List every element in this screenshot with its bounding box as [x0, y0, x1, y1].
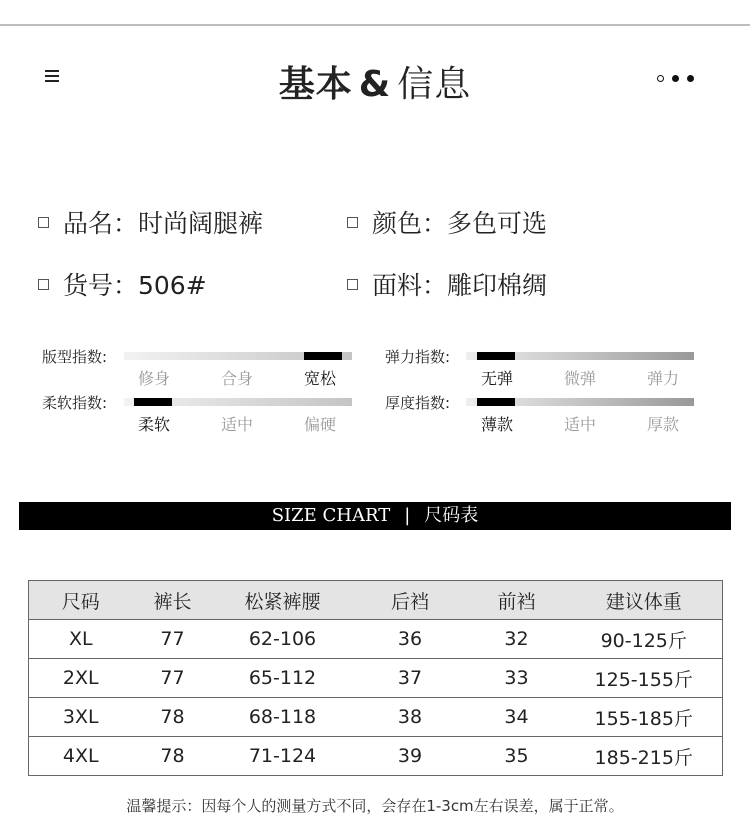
index-label-elasticity: 弹力指数:	[385, 348, 451, 366]
table-cell: 78	[133, 737, 213, 776]
info-text: 品名：时尚阔腿裤	[63, 209, 264, 238]
index-option-selected: 薄款	[481, 415, 514, 434]
index-label-version: 版型指数:	[42, 348, 108, 366]
table-cell: 155-185斤	[566, 698, 723, 737]
table-cell: 90-125斤	[566, 620, 723, 659]
index-option: 合身	[221, 369, 254, 388]
index-label-thickness: 厚度指数:	[385, 394, 451, 412]
index-option-selected: 无弹	[481, 369, 514, 388]
header-cell: 裤长	[133, 581, 213, 620]
dot-hollow	[657, 75, 664, 82]
checkbox-square-icon	[347, 217, 358, 228]
table-cell: 185-215斤	[566, 737, 723, 776]
info-product-name	[38, 204, 263, 240]
index-option: 偏硬	[304, 415, 337, 434]
info-text: 货号：506#	[63, 271, 207, 300]
banner-title-zh: 尺码表	[424, 505, 479, 526]
table-row	[29, 737, 723, 776]
table-cell: 36	[353, 620, 468, 659]
table-cell: 38	[353, 698, 468, 737]
dot-filled	[672, 75, 679, 82]
dot-filled	[687, 75, 694, 82]
index-marker-thickness	[477, 398, 515, 406]
table-cell: 78	[133, 698, 213, 737]
index-option: 微弹	[564, 369, 597, 388]
index-option: 弹力	[647, 369, 680, 388]
table-cell: 32	[468, 620, 566, 659]
index-option: 修身	[138, 369, 171, 388]
title-part-3: 信息	[397, 64, 472, 105]
info-text: 颜色：多色可选	[372, 209, 548, 238]
table-cell: 65-112	[213, 659, 353, 698]
header-cell: 建议体重	[566, 581, 723, 620]
info-text: 面料：雕印棉绸	[372, 271, 548, 300]
banner-separator: |	[404, 505, 411, 526]
header-cell: 尺码	[29, 581, 133, 620]
checkbox-square-icon	[347, 279, 358, 290]
title-part-1: 基本	[278, 64, 353, 105]
index-option: 适中	[564, 415, 597, 434]
checkbox-square-icon	[38, 279, 49, 290]
checkbox-square-icon	[38, 217, 49, 228]
table-row	[29, 620, 723, 659]
top-divider	[0, 24, 750, 26]
header-cell: 后裆	[353, 581, 468, 620]
index-marker-elasticity	[477, 352, 515, 360]
size-table	[28, 580, 723, 776]
table-row	[29, 659, 723, 698]
table-cell: 39	[353, 737, 468, 776]
index-label-softness: 柔软指数:	[42, 394, 108, 412]
table-cell: 33	[468, 659, 566, 698]
measurement-note: 温馨提示：因每个人的测量方式不同，会存在1-3cm左右误差，属于正常。	[126, 797, 624, 815]
banner-title-en: SIZE CHART	[271, 505, 391, 526]
info-item-number	[38, 266, 207, 302]
index-option-selected: 宽松	[304, 369, 337, 388]
table-cell: 2XL	[29, 659, 133, 698]
index-option: 厚款	[647, 415, 680, 434]
table-row	[29, 698, 723, 737]
table-cell: 125-155斤	[566, 659, 723, 698]
index-marker-version	[304, 352, 342, 360]
info-fabric	[347, 266, 547, 302]
table-cell: 62-106	[213, 620, 353, 659]
table-header-row	[29, 581, 723, 620]
size-chart-banner	[19, 502, 731, 530]
table-cell: 77	[133, 620, 213, 659]
page-title	[0, 56, 750, 107]
table-cell: 3XL	[29, 698, 133, 737]
more-dots-icon[interactable]	[657, 75, 694, 82]
table-cell: 68-118	[213, 698, 353, 737]
table-cell: XL	[29, 620, 133, 659]
header-cell: 松紧裤腰	[213, 581, 353, 620]
table-cell: 37	[353, 659, 468, 698]
table-cell: 71-124	[213, 737, 353, 776]
table-cell: 34	[468, 698, 566, 737]
index-option-selected: 柔软	[138, 415, 171, 434]
title-ampersand: &	[358, 64, 392, 105]
header-cell: 前裆	[468, 581, 566, 620]
info-color	[347, 204, 547, 240]
table-cell: 4XL	[29, 737, 133, 776]
index-option: 适中	[221, 415, 254, 434]
table-cell: 77	[133, 659, 213, 698]
index-marker-softness	[134, 398, 172, 406]
table-cell: 35	[468, 737, 566, 776]
